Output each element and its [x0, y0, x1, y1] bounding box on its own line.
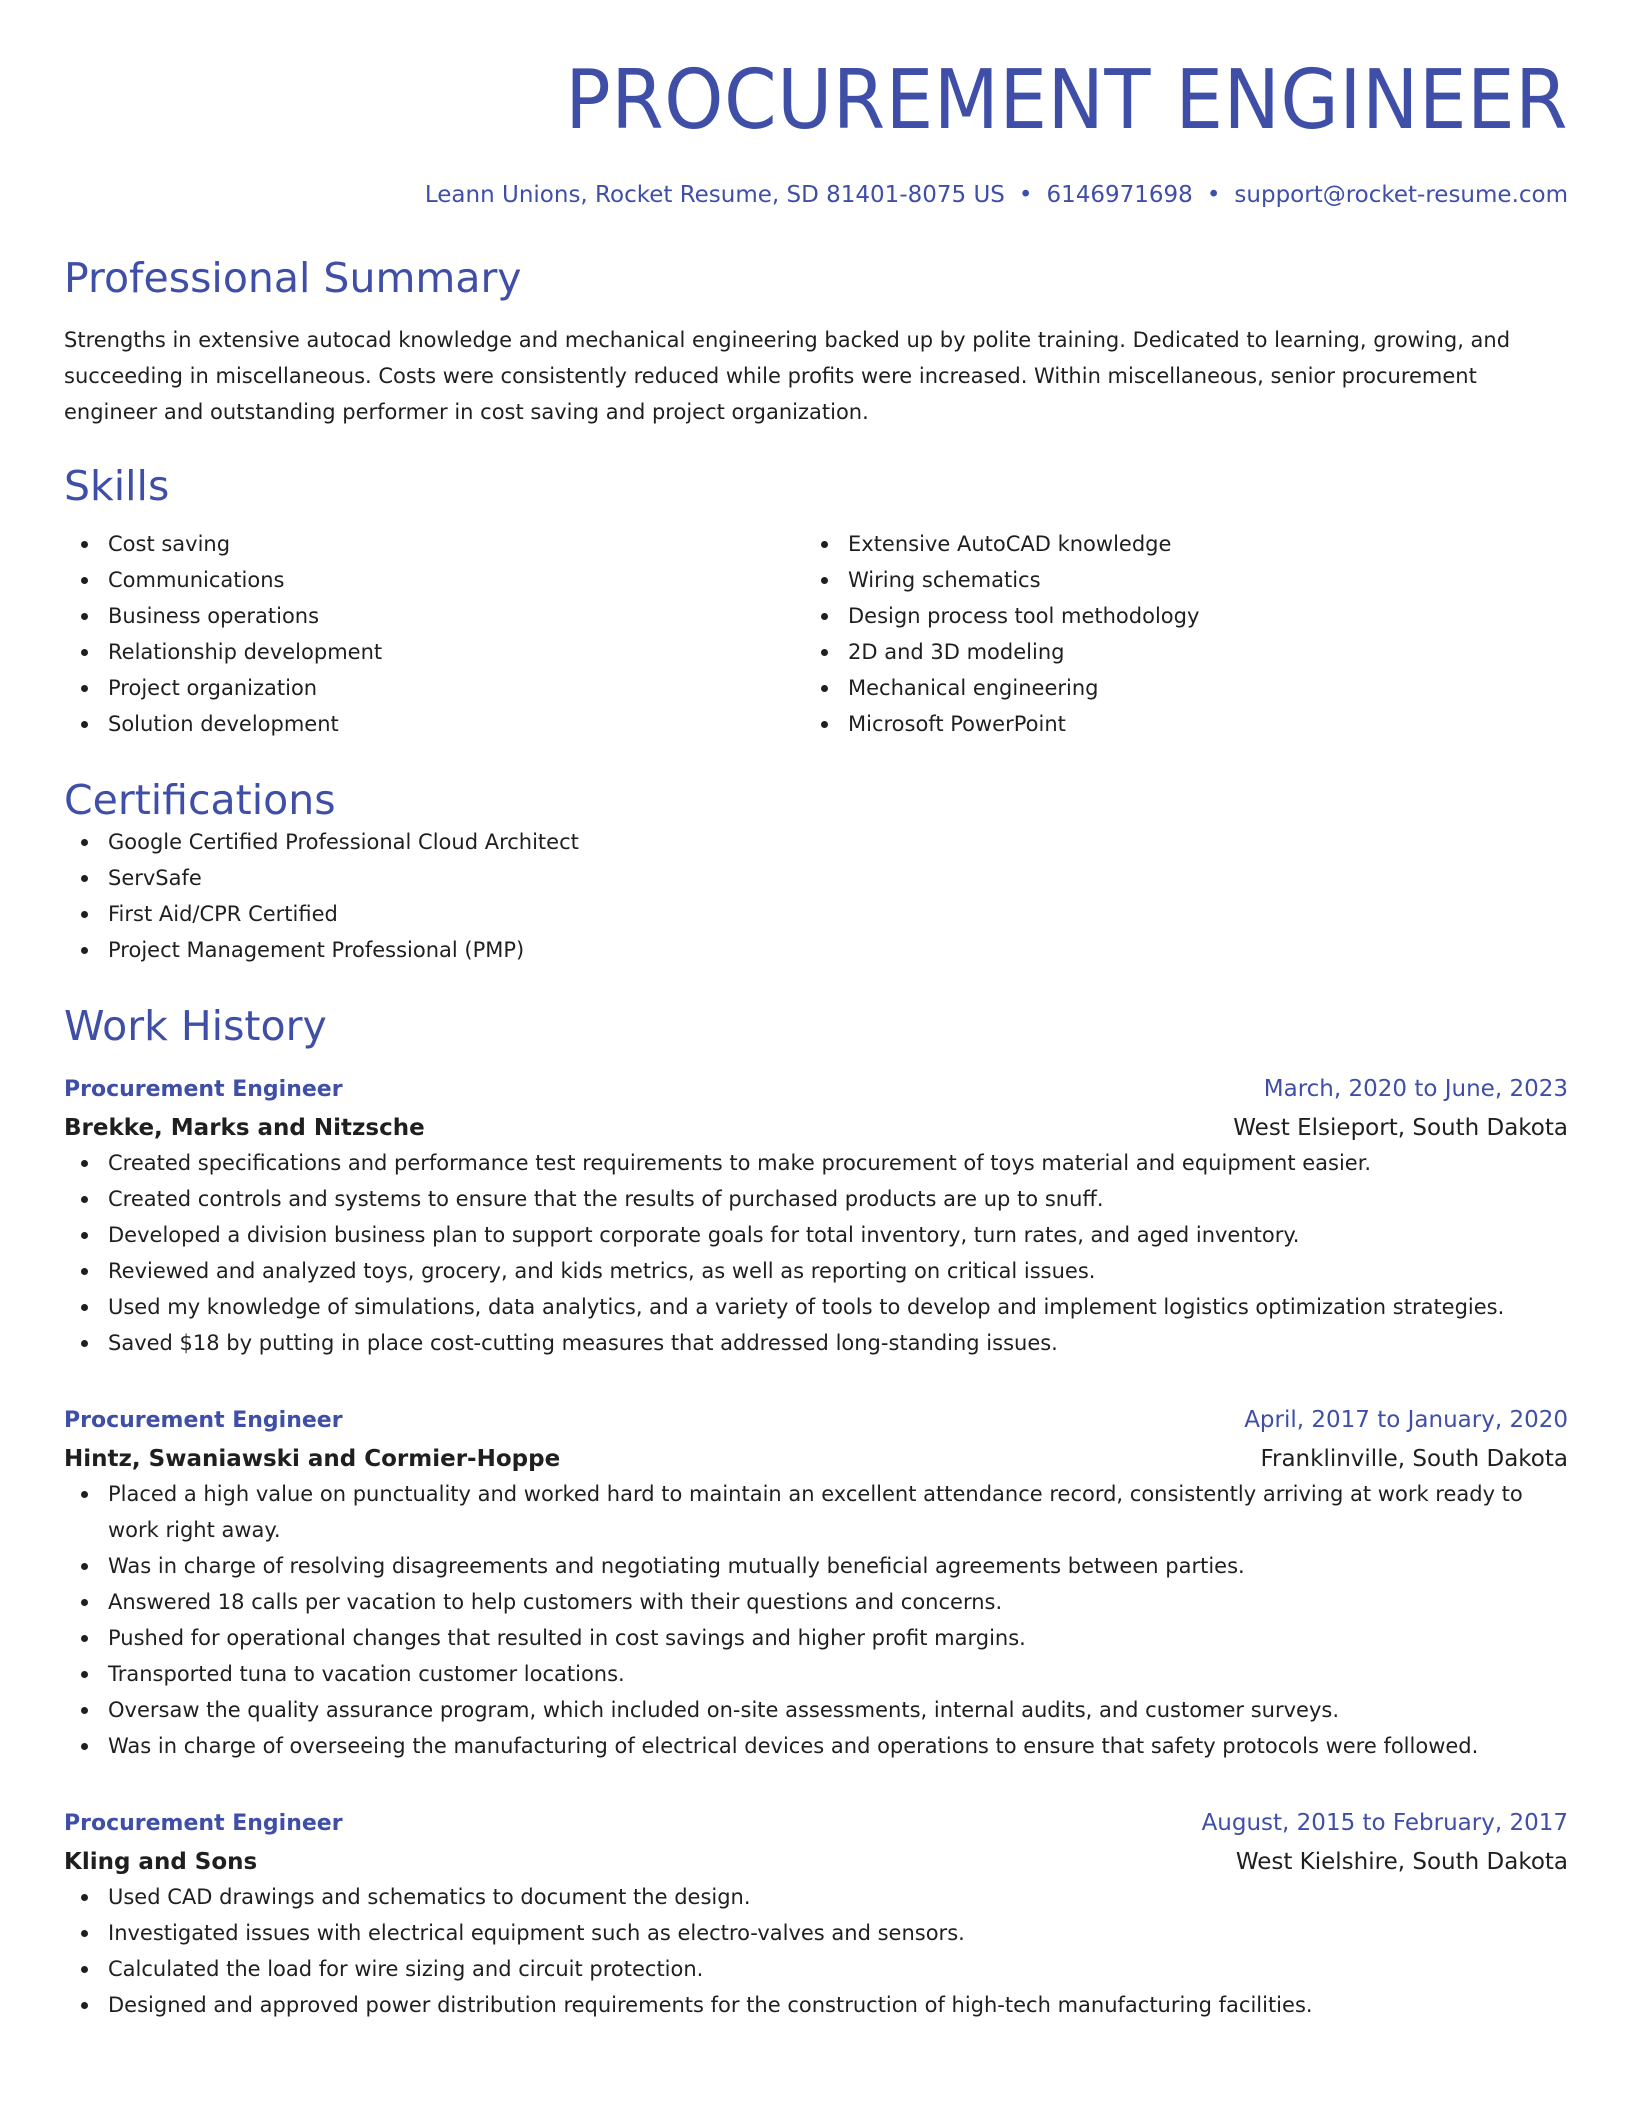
skill-item: Cost saving — [64, 526, 804, 562]
contact-line — [64, 180, 1568, 210]
job-title: Procurement Engineer — [64, 1408, 343, 1433]
contact-email: support@rocket-resume.com — [1234, 182, 1568, 208]
job-bullet: Was in charge of resolving disagreements and negotiating mutually beneficial agreements between parties. — [64, 1548, 1568, 1584]
job-title: Procurement Engineer — [64, 1077, 343, 1102]
job-bullet: Oversaw the quality assurance program, which included on-site assessments, internal audits, and customer surveys. — [64, 1692, 1568, 1728]
skill-item: Extensive AutoCAD knowledge — [804, 526, 1544, 562]
job-bullet: Used CAD drawings and schematics to document the design. — [64, 1879, 1568, 1915]
job-bullet-list — [64, 1476, 1568, 1764]
job-dates: March, 2020 to June, 2023 — [1263, 1076, 1568, 1102]
job-bullet-list — [64, 1145, 1568, 1361]
skill-item: Project organization — [64, 670, 804, 706]
contact-phone: 6146971698 — [1046, 182, 1193, 208]
certifications-section — [64, 776, 1568, 968]
skill-item: Design process tool methodology — [804, 598, 1544, 634]
certification-item: Project Management Professional (PMP) — [64, 932, 1568, 968]
contact-address: Leann Unions, Rocket Resume, SD 81401-8075 US — [424, 182, 1005, 208]
skill-item: Mechanical engineering — [804, 670, 1544, 706]
work-history-section — [64, 1002, 1568, 2023]
certifications-heading: Certifications — [64, 776, 336, 824]
contact-separator: • — [1206, 182, 1221, 208]
job-location: West Elsieport, South Dakota — [1233, 1115, 1568, 1141]
certification-item: First Aid/CPR Certified — [64, 896, 1568, 932]
skills-list-left — [64, 526, 804, 742]
job-bullet: Investigated issues with electrical equipment such as electro-valves and sensors. — [64, 1915, 1568, 1951]
skill-item: Microsoft PowerPoint — [804, 706, 1544, 742]
job-dates: April, 2017 to January, 2020 — [1244, 1407, 1568, 1433]
job-entry — [64, 1403, 1568, 1764]
summary-section — [64, 254, 1568, 430]
job-bullet: Designed and approved power distribution requirements for the construction of high-tech manufacturing facilities. — [64, 1987, 1568, 2023]
job-header-row — [64, 1403, 1568, 1438]
job-bullet: Calculated the load for wire sizing and circuit protection. — [64, 1951, 1568, 1987]
skills-heading: Skills — [64, 462, 170, 510]
job-company-row — [64, 1845, 1568, 1879]
job-bullet-list — [64, 1879, 1568, 2023]
job-entry — [64, 1806, 1568, 2023]
job-location: West Kielshire, South Dakota — [1235, 1849, 1568, 1875]
job-bullet: Reviewed and analyzed toys, grocery, and kids metrics, as well as reporting on critical issues. — [64, 1253, 1568, 1289]
skill-item: Communications — [64, 562, 804, 598]
job-bullet: Placed a high value on punctuality and worked hard to maintain an excellent attendance record, consistently arriving at work ready to work right away. — [64, 1476, 1568, 1548]
skill-item: Relationship development — [64, 634, 804, 670]
skills-section — [64, 462, 1568, 742]
job-entry — [64, 1072, 1568, 1361]
skill-item: Solution development — [64, 706, 804, 742]
skill-item: Wiring schematics — [804, 562, 1544, 598]
job-dates: August, 2015 to February, 2017 — [1201, 1810, 1568, 1836]
summary-text: Strengths in extensive autocad knowledge and mechanical engineering backed up by polite training. Dedicated to learning, growing, and succeeding in miscellaneous. Costs were consistently reduced while profits were increased. Within miscellaneous, senior procurement engineer and outstanding performer in cost saving and project organization. — [64, 328, 1511, 424]
skills-column-left — [64, 526, 804, 742]
certification-item: ServSafe — [64, 860, 1568, 896]
work-history-heading: Work History — [64, 1002, 327, 1050]
job-bullet: Created controls and systems to ensure that the results of purchased products are up to snuff. — [64, 1181, 1568, 1217]
certifications-list — [64, 824, 1568, 968]
skills-column-right — [804, 526, 1544, 742]
job-location: Franklinville, South Dakota — [1260, 1446, 1568, 1472]
job-header-row — [64, 1072, 1568, 1107]
job-bullet: Developed a division business plan to support corporate goals for total inventory, turn rates, and aged inventory. — [64, 1217, 1568, 1253]
job-bullet: Transported tuna to vacation customer locations. — [64, 1656, 1568, 1692]
summary-heading: Professional Summary — [64, 254, 522, 302]
resume-header — [64, 0, 1568, 210]
certification-item: Google Certified Professional Cloud Architect — [64, 824, 1568, 860]
skill-item: Business operations — [64, 598, 804, 634]
job-company: Hintz, Swaniawski and Cormier-Hoppe — [64, 1446, 561, 1472]
resume-name: PROCUREMENT ENGINEER — [565, 53, 1568, 148]
contact-separator: • — [1018, 182, 1033, 208]
job-bullet: Pushed for operational changes that resulted in cost savings and higher profit margins. — [64, 1620, 1568, 1656]
job-bullet: Saved $18 by putting in place cost-cutting measures that addressed long-standing issues. — [64, 1325, 1568, 1361]
job-company: Brekke, Marks and Nitzsche — [64, 1115, 425, 1141]
skill-item: 2D and 3D modeling — [804, 634, 1544, 670]
job-company: Kling and Sons — [64, 1849, 258, 1875]
job-bullet: Was in charge of overseeing the manufacturing of electrical devices and operations to ensure that safety protocols were followed. — [64, 1728, 1568, 1764]
job-company-row — [64, 1111, 1568, 1145]
job-title: Procurement Engineer — [64, 1811, 343, 1836]
job-bullet: Used my knowledge of simulations, data analytics, and a variety of tools to develop and implement logistics optimization strategies. — [64, 1289, 1568, 1325]
skills-list-right — [804, 526, 1544, 742]
job-company-row — [64, 1442, 1568, 1476]
job-bullet: Created specifications and performance test requirements to make procurement of toys material and equipment easier. — [64, 1145, 1568, 1181]
job-header-row — [64, 1806, 1568, 1841]
skills-grid — [64, 526, 1568, 742]
job-bullet: Answered 18 calls per vacation to help customers with their questions and concerns. — [64, 1584, 1568, 1620]
